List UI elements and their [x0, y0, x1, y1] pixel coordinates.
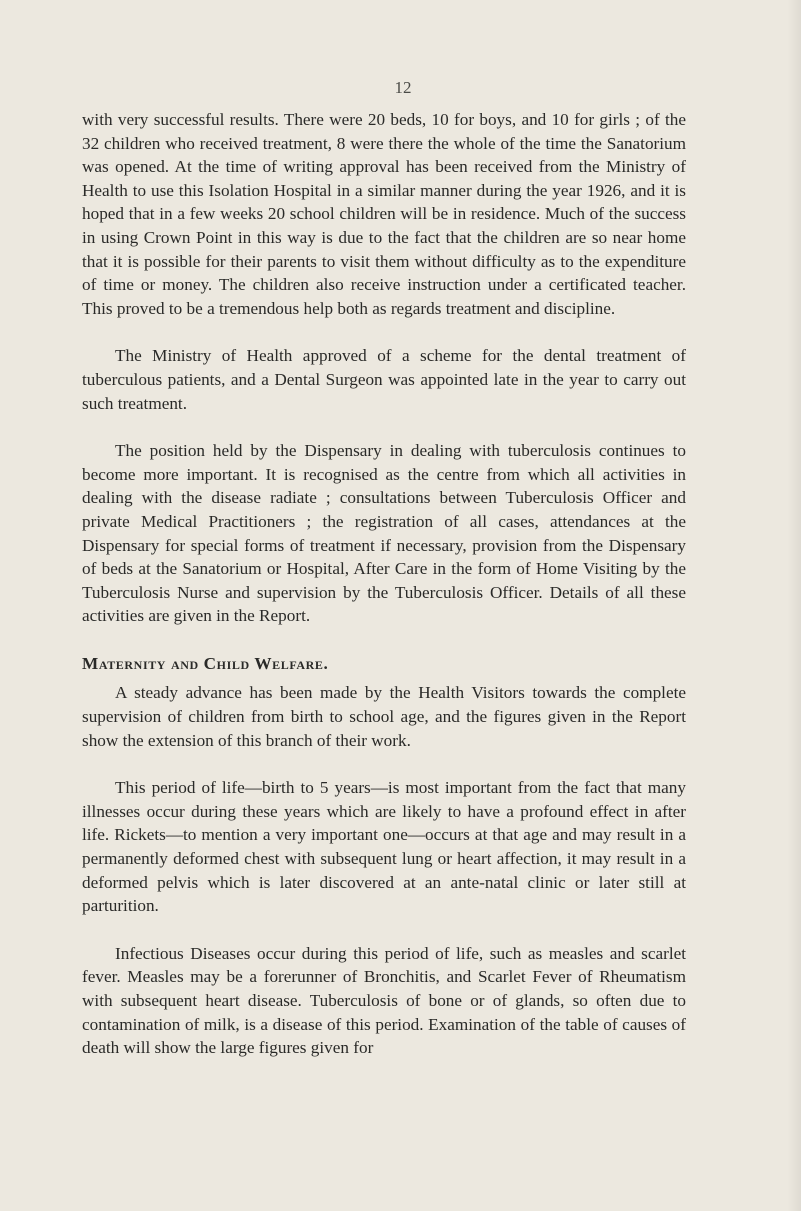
page-edge-shadow: [787, 0, 801, 1211]
section-heading-maternity: Maternity and Child Welfare.: [82, 653, 329, 673]
paragraph-health-visitors: A steady advance has been made by the Health Visitors towards the complete supervision of children from birth to school age, and the figures given in the Report show the extension of this branch of their work.: [82, 683, 686, 750]
paragraph-dental-scheme: The Ministry of Health approved of a scheme for the dental treatment of tuberculous patients, and a Dental Surgeon was appointed late in the year to carry out such treatment.: [82, 346, 686, 413]
page-body: [82, 108, 686, 1084]
paragraph-sanatorium-results: with very successful results. There were 20 beds, 10 for boys, and 10 for girls ; of the 32 children who received treatment, 8 were there the whole of the time the Sanatorium was opened. At the time of writing approval has been received from the Ministry of Health to use this Isolation Hospital in a similar manner during the year 1926, and it is hoped that in a few weeks 20 school children will be in residence. Much of the success in using Crown Point in this way is due to the fact that the children are so near home that it is possible for their parents to visit them without difficulty as to the expenditure of time or money. The children also receive instruction under a certificated teacher. This proved to be a tremendous help both as regards treatment and discipline.: [82, 110, 686, 318]
paragraph-period-of-life: This period of life—birth to 5 years—is most important from the fact that many illnesses occur during these years which are likely to have a profound effect in after life. Rickets—to mention a very important one—occurs at that age and may result in a permanently deformed chest with subsequent lung or heart affection, it may result in a deformed pelvis which is later discovered at an ante-natal clinic or later still at parturition.: [82, 778, 686, 916]
paragraph-infectious-diseases: Infectious Diseases occur during this period of life, such as measles and scarlet fever. Measles may be a forerunner of Bronchitis, and Scarlet Fever of Rheumatism with subsequent heart disease. Tuberculosis of bone or of glands, so often due to contamination of milk, is a disease of this period. Examination of the table of causes of death will show the large figures given for: [82, 943, 686, 1058]
page-number: 12: [394, 78, 412, 97]
paragraph-dispensary: The position held by the Dispensary in dealing with tuberculosis continues to become more important. It is recognised as the centre from which all activities in dealing with the disease radiate ; consultations between Tuberculosis Officer and private Medical Practitioners ; the registration of all cases, attendances at the Dispensary for special forms of treatment if necessary, provision from the Dispensary of beds at the Sanatorium or Hospital, After Care in the form of Home Visiting by the Tuberculosis Nurse and supervision by the Tuberculosis Officer. Details of all these activities are given in the Report.: [82, 441, 686, 626]
